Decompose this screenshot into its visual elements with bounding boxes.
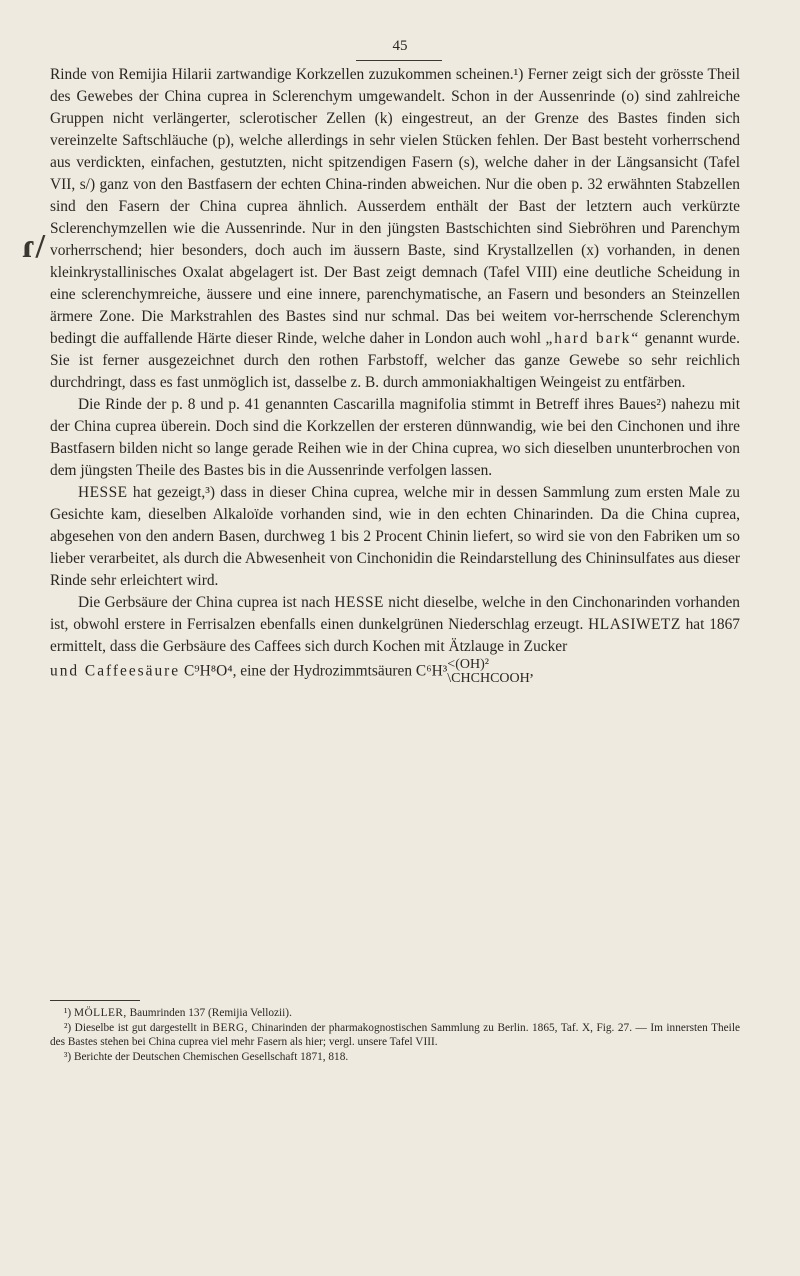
- formula-line: [50, 658, 740, 686]
- paragraph-4: [50, 592, 740, 658]
- chemical-formula: C⁹H⁸O⁴, eine der Hydrozimmtsäuren C⁶H³: [184, 662, 448, 680]
- author-hesse: HESSE: [78, 484, 128, 501]
- formula-bottom: \CHCHCOOH: [447, 671, 530, 686]
- footnote-1-mark: ¹): [64, 1007, 72, 1019]
- formula-tail: ,: [529, 662, 534, 680]
- paragraph-2: Die Rinde der p. 8 und p. 41 genannten Cascarilla magnifolia stimmt in Betreff ihres Baues²) nahezu mit der China cuprea überein. Doch sind die Korkzellen der ersteren dünnwandig, wie bei den Cinchonen und ihre Bastfasern bilden nicht so lange gerade Reihen wie in der China cuprea, wo sich dieselben ununterbrochen von dem jüngsten Theile des Bastes bis in die Aussenrinde verfolgen lassen.: [50, 396, 740, 479]
- hard-bark-term: „hard bark“: [545, 330, 641, 347]
- paragraph-4-text-c: hat 1867 ermittelt, dass die Gerbsäure des Caffees sich durch Kochen mit Ätzlauge in Zucker: [50, 616, 740, 655]
- footnote-1: [50, 1006, 740, 1021]
- footnote-2-text-b: Chinarinden der pharmakognostischen Sammlung zu Berlin. 1865, Taf. X, Fig. 27. — Im innersten Theile des Bastes stehen bei China cuprea viel mehr Fasern als hier; vergl. unsere Tafel VIII.: [50, 1021, 740, 1048]
- caffeic-acid-term: und Caffeesäure: [50, 662, 181, 680]
- paragraph-3: [50, 482, 740, 592]
- footnotes: [50, 1006, 740, 1064]
- footnote-1-text: Baumrinden 137 (Remijia Vellozii).: [129, 1007, 292, 1019]
- paragraph-1-text: Rinde von Remijia Hilarii zartwandige Korkzellen zuzukommen scheinen.¹) Ferner zeigt sich der grösste Theil des Gewebes der China cuprea in Sclerenchym umgewandelt. Schon in der Aussenrinde (o) sind zahlreiche Gruppen nicht verlängerter, sclerotischer Zellen (k) eingestreut, an der Grenze des Bastes finden sich vereinzelte Saftschläuche (p), welche allerdings in sehr vielen Stücken fehlen. Der Bast besteht vorherrschend aus verdickten, einfachen, gestutzten, nicht spitzendigen Fasern (s), welche daher in der Längsansicht (Tafel VII, s/) ganz von den Bastfasern der echten China-rinden abweichen. Nur die oben p. 32 erwähnten Stabzellen sind den Fasern der China cuprea ähnlich. Ausserdem enthält der Bast der letztern auch verkürzte Sclerenchymzellen wie die Aussenrinde. Nur in den jüngsten Bastschichten sind Siebröhren und Parenchym vorherrschend; hier besonders, doch auch im äussern Baste, sind Krystallzellen (x) vorhanden, in denen kleinkrystallinisches Oxalat abgelagert ist. Der Bast zeigt demnach (Tafel VIII) eine deutliche Scheidung in eine sclerenchymreiche, äussere und eine innere, parenchymatische, an Fasern und besonders an Steinzellen ärmere Zone. Die Markstrahlen des Bastes sind nur schmal. Das bei weitem vor-herrschende Sclerenchym bedingt die auffallende Härte dieser Rinde, welche daher in London auch wohl: [50, 66, 740, 347]
- footnote-2-text-a: Dieselbe ist gut dargestellt in: [74, 1021, 209, 1034]
- author-moeller: MÖLLER,: [73, 1007, 127, 1019]
- author-hesse-2: HESSE: [334, 594, 384, 611]
- footnote-3: [50, 1050, 740, 1065]
- paragraph-4-text-a: Die Gerbsäure der China cuprea ist nach: [78, 594, 331, 611]
- body-text: [50, 64, 740, 686]
- formula-top: <(OH)²: [447, 657, 489, 672]
- header-rule: [356, 60, 442, 61]
- margin-annotation: ɾ/: [22, 228, 46, 265]
- page-number: 45: [392, 38, 408, 54]
- paragraph-1: [50, 64, 740, 394]
- footnote-2-mark: ²): [64, 1021, 72, 1034]
- author-hlasiwetz: HLASIWETZ: [588, 616, 681, 633]
- author-berg: BERG,: [212, 1021, 248, 1034]
- footnote-3-mark: ³): [64, 1050, 72, 1063]
- footnote-rule: [50, 1000, 140, 1001]
- paragraph-4-text-b: nicht dieselbe, welche in den Cinchonarinden vorhanden ist, obwohl erstere in Ferrisalzen ebenfalls einen dunkelgrünen Niederschlag erzeugt.: [50, 594, 740, 633]
- footnote-2: [50, 1021, 740, 1050]
- paragraph-3-text: hat gezeigt,³) dass in dieser China cuprea, welche mir in dessen Sammlung zum ersten Male zu Gesichte kam, dieselben Alkaloïde vorhanden sind, wie in den echten Chinarinden. Da die China cuprea, abgesehen von den andern Basen, durchweg 1 bis 2 Procent Chinin liefert, so wird sie von den Fabriken um so lieber verarbeitet, als durch die Abwesenheit von Cinchonidin die Reindarstellung des Chininsulfates aus dieser Rinde sehr erleichtert wird.: [50, 484, 740, 589]
- footnote-3-text: Berichte der Deutschen Chemischen Gesellschaft 1871, 818.: [73, 1050, 349, 1063]
- paragraph-1-end: genannt wurde. Sie ist ferner ausgezeichnet durch den rothen Farbstoff, welcher das ganze Gewebe so sehr reichlich durchdringt, dass es fast unmöglich ist, dasselbe z. B. durch ammoniakhaltigen Weingeist zu entfärben.: [50, 330, 740, 391]
- formula-substituents: [447, 658, 529, 686]
